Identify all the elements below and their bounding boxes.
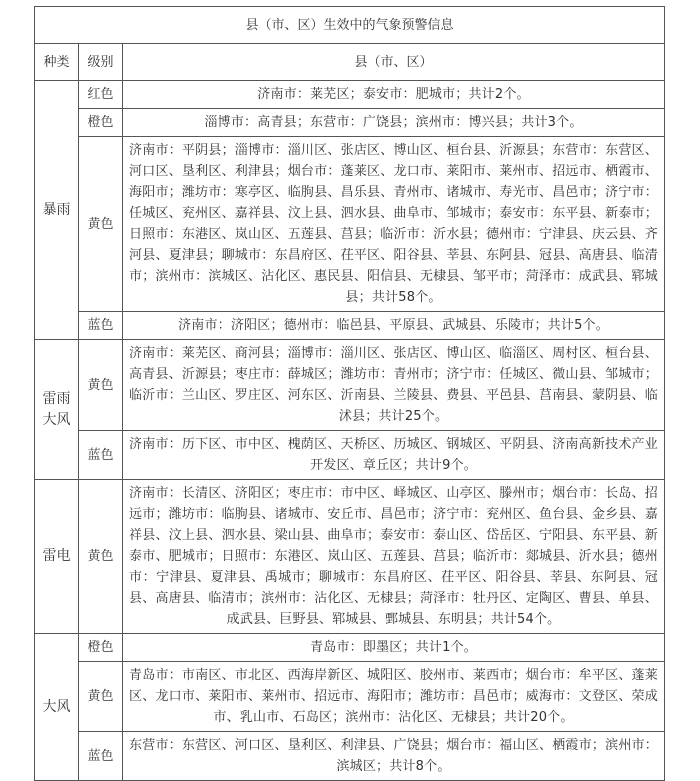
header-level: 级别 (79, 44, 123, 81)
level-cell: 黄色 (79, 662, 123, 732)
counties-cell: 济南市：莱芜区、商河县；淄博市：淄川区、张店区、博山区、临淄区、周村区、桓台县、高青县、沂源县；枣庄市：薛城区；潍坊市：青州市；济宁市：任城区、微山县、邹城市；临沂市：兰山区、罗庄区、河东区、沂南县、兰陵县、费县、平邑县、莒南县、蒙阴县、临沭县；共计25个。 (123, 340, 665, 431)
table-row (35, 732, 665, 781)
category-rainstorm: 暴雨 (35, 81, 79, 340)
header-type: 种类 (35, 44, 79, 81)
header-counties: 县（市、区） (123, 44, 665, 81)
counties-cell: 济南市：历下区、市中区、槐荫区、天桥区、历城区、钢城区、平阴县、济南高新技术产业开发区、章丘区；共计9个。 (123, 431, 665, 480)
table-row (35, 109, 665, 137)
table-row (35, 340, 665, 431)
table-row (35, 662, 665, 732)
level-cell: 红色 (79, 81, 123, 109)
level-cell: 蓝色 (79, 732, 123, 781)
counties-cell: 济南市：济阳区；德州市：临邑县、平原县、武城县、乐陵市；共计5个。 (123, 312, 665, 340)
level-cell: 蓝色 (79, 431, 123, 480)
table-row (35, 81, 665, 109)
table-row (35, 431, 665, 480)
table-title: 县（市、区）生效中的气象预警信息 (35, 7, 665, 44)
level-cell: 黄色 (79, 340, 123, 431)
counties-cell: 淄博市：高青县；东营市：广饶县；滨州市：博兴县；共计3个。 (123, 109, 665, 137)
counties-cell: 济南市：平阴县；淄博市：淄川区、张店区、博山区、桓台县、沂源县；东营市：东营区、河口区、垦利区、利津县；烟台市：蓬莱区、龙口市、莱阳市、莱州市、招远市、栖霞市、海阳市；潍坊市：寒亭区、临朐县、昌乐县、青州市、诸城市、寿光市、昌邑市；济宁市：任城区、兖州区、嘉祥县、汶上县、泗水县、曲阜市、邹城市；泰安市：东平县、新泰市；日照市：东港区、岚山区、五莲县、莒县；临沂市：沂水县；德州市：宁津县、庆云县、齐河县、夏津县；聊城市：东昌府区、茌平区、阳谷县、莘县、东阿县、冠县、高唐县、临清市；滨州市：滨城区、沾化区、惠民县、阳信县、无棣县、邹平市；菏泽市：成武县、郓城县；共计58个。 (123, 137, 665, 312)
level-cell: 橙色 (79, 109, 123, 137)
table-row (35, 312, 665, 340)
warning-table (34, 6, 665, 781)
level-cell: 橙色 (79, 634, 123, 662)
warning-table-container (34, 6, 664, 781)
category-thunder-wind: 雷雨 大风 (35, 340, 79, 480)
counties-cell: 青岛市：即墨区；共计1个。 (123, 634, 665, 662)
level-cell: 蓝色 (79, 312, 123, 340)
counties-cell: 东营市：东营区、河口区、垦利区、利津县、广饶县；烟台市：福山区、栖霞市；滨州市：滨城区；共计8个。 (123, 732, 665, 781)
table-title-row (35, 7, 665, 44)
table-row (35, 634, 665, 662)
table-row (35, 137, 665, 312)
table-header-row (35, 44, 665, 81)
level-cell: 黄色 (79, 137, 123, 312)
category-lightning: 雷电 (35, 480, 79, 634)
level-cell: 黄色 (79, 480, 123, 634)
counties-cell: 济南市：莱芜区；泰安市：肥城市；共计2个。 (123, 81, 665, 109)
counties-cell: 青岛市：市南区、市北区、西海岸新区、城阳区、胶州市、莱西市；烟台市：牟平区、蓬莱区、龙口市、莱阳市、莱州市、招远市、海阳市；潍坊市：昌邑市；威海市：文登区、荣成市、乳山市、石岛区；滨州市：沾化区、无棣县；共计20个。 (123, 662, 665, 732)
category-gale: 大风 (35, 634, 79, 781)
counties-cell: 济南市：长清区、济阳区；枣庄市：市中区、峄城区、山亭区、滕州市；烟台市：长岛、招远市；潍坊市：临朐县、诸城市、安丘市、昌邑市；济宁市：兖州区、鱼台县、金乡县、嘉祥县、汶上县、泗水县、梁山县、曲阜市；泰安市：泰山区、岱岳区、宁阳县、东平县、新泰市、肥城市；日照市：东港区、岚山区、五莲县、莒县；临沂市：郯城县、沂水县；德州市：宁津县、夏津县、禹城市；聊城市：东昌府区、茌平区、阳谷县、莘县、东阿县、冠县、高唐县、临清市；滨州市：沾化区、无棣县；菏泽市：牡丹区、定陶区、曹县、单县、成武县、巨野县、郓城县、鄄城县、东明县；共计54个。 (123, 480, 665, 634)
table-row (35, 480, 665, 634)
